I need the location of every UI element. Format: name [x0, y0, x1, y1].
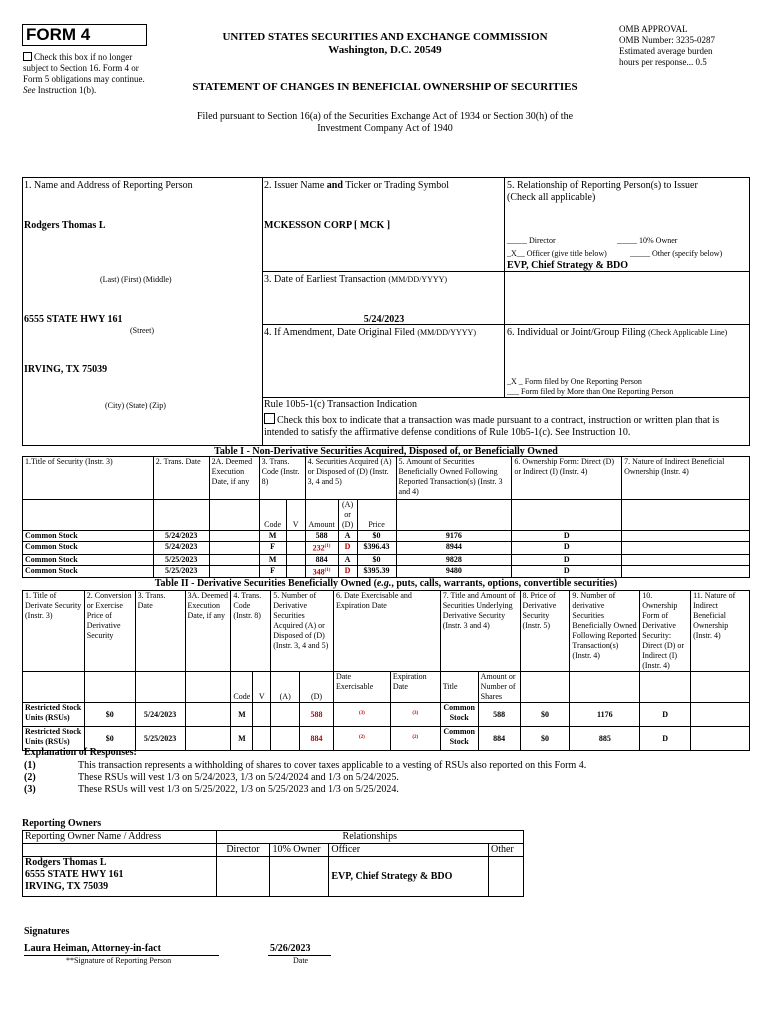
price: $396.43 — [357, 542, 396, 555]
t1-h7: 7. Nature of Indirect Beneficial Ownership (Instr. 4) — [622, 457, 750, 500]
t1-sub-price: Price — [357, 500, 396, 531]
t2-h7: 7. Title and Amount of Securities Underlying Derivative Security (Instr. 3 and 4) — [440, 591, 520, 672]
underlying-amount: 884 — [478, 727, 520, 751]
t2-h11: 11. Nature of Indirect Beneficial Ownership (Instr. 4) — [691, 591, 750, 672]
form-title: FORM 4 — [26, 25, 91, 44]
trans-code: F — [259, 542, 286, 555]
security-title: Common Stock — [23, 542, 154, 555]
nature-indirect — [691, 727, 750, 751]
footnote-ref: (2) — [358, 734, 365, 740]
t1-h2a: 2A. Deemed Execution Date, if any — [209, 457, 259, 500]
agency-name: UNITED STATES SECURITIES AND EXCHANGE COMMISSION — [222, 31, 548, 43]
t1-h1: 1.Title of Security (Instr. 3) — [23, 457, 154, 500]
footnote-ref: (3) — [358, 710, 365, 716]
conversion-price: $0 — [84, 703, 135, 727]
v-flag — [286, 565, 305, 578]
nature-indirect — [622, 531, 750, 542]
trans-code: M — [231, 727, 253, 751]
trans-date: 5/25/2023 — [153, 565, 209, 578]
explanation-text: These RSUs will vest 1/3 on 5/24/2023, 1/3 on 5/24/2024 and 1/3 on 5/24/2025. — [78, 772, 399, 783]
expiration-date — [390, 727, 440, 751]
v-flag — [253, 727, 271, 751]
security-title: Common Stock — [23, 554, 154, 565]
omb-approval: OMB APPROVAL OMB Number: 3235-0287 Estimated average burden hours per response... 0.5 — [619, 24, 715, 67]
street-label: (Street) — [130, 326, 154, 335]
t2-h9: 9. Number of derivative Securities Beneficially Owned Following Reported Transaction(s) (Instr. 4) — [570, 591, 640, 672]
t1-h3: 3. Trans. Code (Instr. 8) — [259, 457, 305, 500]
owners-h-ten: 10% Owner — [270, 844, 329, 857]
t1-sub-aord: (A) or (D) — [338, 500, 357, 531]
explanation-text: This transaction represents a withholding of shares to cover taxes applicable to a vesting of RSUs also reported on this Form 4. — [78, 760, 587, 771]
explanation-num: (3) — [24, 784, 36, 795]
t2-h4: 4. Trans. Code (Instr. 8) — [231, 591, 271, 672]
earliest-transaction-value: 5/24/2023 — [363, 314, 405, 325]
footnote-ref: (2) — [412, 734, 419, 740]
explanation-list — [24, 760, 744, 796]
director-line: _____ Director — [507, 236, 556, 245]
conversion-price: $0 — [84, 727, 135, 751]
owners-h-other: Other — [488, 844, 523, 857]
t2-sub-expiration: Expiration Date — [390, 672, 440, 703]
t1-h6: 6. Ownership Form: Direct (D) or Indirect (I) (Instr. 4) — [512, 457, 622, 500]
ownership-form: D — [512, 531, 622, 542]
explanation-text: These RSUs will vest 1/3 on 5/25/2022, 1/3 on 5/25/2023 and 1/3 on 5/25/2024. — [78, 784, 399, 795]
table2 — [22, 590, 750, 751]
reporting-person-name: Rodgers Thomas L — [24, 220, 106, 231]
name-address-label: 1. Name and Address of Reporting Person — [24, 180, 193, 191]
issuer-label: 2. Issuer Name and Ticker or Trading Symbol — [264, 180, 450, 191]
owned-following: 885 — [570, 727, 640, 751]
trans-code: F — [259, 565, 286, 578]
street-value: 6555 STATE HWY 161 — [24, 314, 123, 325]
t2-h1: 1. Title of Derivate Security (Instr. 3) — [23, 591, 85, 672]
price: $0 — [357, 554, 396, 565]
disposed-d: 588 — [300, 703, 334, 727]
expiration-date — [390, 703, 440, 727]
signature-label: **Signature of Reporting Person — [66, 956, 172, 965]
city-value: IRVING, TX 75039 — [24, 364, 108, 375]
t2-sub-title: Title — [440, 672, 478, 703]
table1-title: Table I - Non-Derivative Securities Acquired, Disposed of, or Beneficially Owned — [214, 446, 558, 457]
filing-more: ___ Form filed by More than One Reporting Person — [507, 387, 674, 396]
a-or-d: A — [338, 554, 357, 565]
filing-one: _X _ Form filed by One Reporting Person — [507, 377, 642, 386]
derivative-price: $0 — [520, 727, 570, 751]
t2-sub-v: V — [253, 672, 271, 703]
ownership-form: D — [512, 554, 622, 565]
t1-sub-code: Code — [259, 500, 286, 531]
nature-indirect — [622, 565, 750, 578]
officer-line: _X__ Officer (give title below) — [507, 249, 607, 258]
deemed-date — [209, 542, 259, 555]
disposed-d: 884 — [300, 727, 334, 751]
owners-h-director: Director — [216, 844, 270, 857]
price: $0 — [357, 531, 396, 542]
t2-sub-d: (D) — [300, 672, 334, 703]
ownership-form: D — [640, 727, 691, 751]
acquired-a — [271, 703, 300, 727]
t2-h5: 5. Number of Derivative Securities Acquired (A) or Disposed of (D) (Instr. 3, 4 and 5) — [271, 591, 334, 672]
t1-h2: 2. Trans. Date — [153, 457, 209, 500]
deemed-date — [185, 727, 231, 751]
trans-date: 5/24/2023 — [135, 703, 185, 727]
rule-text: Check this box to indicate that a transaction was made pursuant to a contract, instruction or written plan that is intended to satisfy the affirmative defense conditions of Rule 10b5-1(c). See Instruction 10. — [264, 415, 720, 438]
underlying-title: Common Stock — [440, 727, 478, 751]
other-line: _____ Other (specify below) — [630, 249, 723, 258]
owners-table — [22, 830, 524, 897]
deemed-date — [185, 703, 231, 727]
amount: 588 — [305, 531, 338, 542]
t2-sub-exercisable: Date Exercisable — [333, 672, 390, 703]
nature-indirect — [622, 542, 750, 555]
a-or-d: D — [338, 542, 357, 555]
a-or-d: D — [338, 565, 357, 578]
v-flag — [286, 531, 305, 542]
owned-following: 9176 — [396, 531, 512, 542]
signature-name: Laura Heiman, Attorney-in-fact — [24, 943, 161, 954]
t2-h2: 2. Conversion or Exercise Price of Derivative Security — [84, 591, 135, 672]
filed-pursuant: Filed pursuant to Section 16(a) of the Securities Exchange Act of 1934 or Section 30(h) of the Investment Company Act of 1940 — [196, 111, 574, 134]
trans-code: M — [259, 531, 286, 542]
ownership-form: D — [512, 542, 622, 555]
date-exercisable — [333, 727, 390, 751]
derivative-title: Restricted Stock Units (RSUs) — [23, 727, 85, 751]
trans-code: M — [259, 554, 286, 565]
deemed-date — [209, 531, 259, 542]
table-row — [23, 531, 750, 542]
officer-title: EVP, Chief Strategy & BDO — [507, 260, 629, 271]
derivative-title: Restricted Stock Units (RSUs) — [23, 703, 85, 727]
filing-label: 6. Individual or Joint/Group Filing (Check Applicable Line) — [507, 327, 728, 338]
explanation-item — [24, 784, 744, 796]
deemed-date — [209, 554, 259, 565]
name-parts-label: (Last) (First) (Middle) — [100, 275, 172, 284]
explanation-item — [24, 772, 744, 784]
table-row — [23, 542, 750, 555]
date-exercisable — [333, 703, 390, 727]
t1-sub-amount: Amount — [305, 500, 338, 531]
t2-h3: 3. Trans. Date — [135, 591, 185, 672]
signatures-title: Signatures — [24, 926, 70, 937]
table-row — [23, 554, 750, 565]
security-title: Common Stock — [23, 565, 154, 578]
section16-checkbox[interactable] — [23, 52, 32, 61]
trans-date: 5/25/2023 — [153, 554, 209, 565]
nature-indirect — [622, 554, 750, 565]
trans-date: 5/25/2023 — [135, 727, 185, 751]
t2-sub-a: (A) — [271, 672, 300, 703]
rule-title: Rule 10b5-1(c) Transaction Indication — [264, 399, 418, 410]
trans-date: 5/24/2023 — [153, 542, 209, 555]
t2-sub-code: Code — [231, 672, 253, 703]
owners-h-officer: Officer — [329, 844, 489, 857]
statement-title: STATEMENT OF CHANGES IN BENEFICIAL OWNERSHIP OF SECURITIES — [192, 81, 578, 93]
section16-checkbox-text: Check this box if no longer subject to Section 16. Form 4 or Form 5 obligations may continue. See Instruction 1(b). — [23, 52, 145, 95]
amount: 884 — [305, 554, 338, 565]
agency-city: Washington, D.C. 20549 — [328, 44, 442, 56]
owners-title: Reporting Owners — [22, 818, 102, 829]
amount: 232$^{(1)}$ — [305, 542, 338, 555]
t2-h6: 6. Date Exercisable and Expiration Date — [333, 591, 440, 672]
ownership-form: D — [512, 565, 622, 578]
owners-h-name: Reporting Owner Name / Address — [23, 831, 217, 844]
t2-h3a: 3A. Deemed Execution Date, if any — [185, 591, 231, 672]
footnote-ref: (1) — [324, 544, 331, 549]
t1-h5: 5. Amount of Securities Beneficially Owned Following Reported Transaction(s) (Instr. 3 and 4) — [396, 457, 512, 500]
trans-date: 5/24/2023 — [153, 531, 209, 542]
earliest-transaction-label: 3. Date of Earliest Transaction (MM/DD/YYYY) — [264, 274, 448, 285]
t1-h4: 4. Securities Acquired (A) or Disposed of (D) (Instr. 3, 4 and 5) — [305, 457, 396, 500]
rule-checkbox[interactable] — [264, 413, 275, 424]
t2-h8: 8. Price of Derivative Security (Instr. 5) — [520, 591, 570, 672]
derivative-price: $0 — [520, 703, 570, 727]
t2-h10: 10. Ownership Form of Derivative Security: Direct (D) or Indirect (I) (Instr. 4) — [640, 591, 691, 672]
ownership-form: D — [640, 703, 691, 727]
nature-indirect — [691, 703, 750, 727]
acquired-a — [271, 727, 300, 751]
a-or-d: A — [338, 531, 357, 542]
explanation-title: Explanation of Responses: — [24, 747, 137, 758]
underlying-title: Common Stock — [440, 703, 478, 727]
explanation-num: (1) — [24, 760, 36, 771]
owned-following: 1176 — [570, 703, 640, 727]
v-flag — [253, 703, 271, 727]
owned-following: 9828 — [396, 554, 512, 565]
city-label: (City) (State) (Zip) — [105, 401, 166, 410]
amendment-label: 4. If Amendment, Date Original Filed (MM/DD/YYYY) — [264, 327, 476, 338]
signature-date: 5/26/2023 — [270, 943, 311, 954]
ten-pct-line: _____ 10% Owner — [617, 236, 678, 245]
trans-code: M — [231, 703, 253, 727]
t2-sub-amount: Amount or Number of Shares — [478, 672, 520, 703]
footnote-ref: (1) — [324, 567, 331, 573]
price: $395.39 — [357, 565, 396, 578]
explanation-num: (2) — [24, 772, 36, 783]
signature-date-label: Date — [293, 956, 309, 965]
footnote-ref: (3) — [412, 710, 419, 716]
table1 — [22, 456, 750, 578]
deemed-date — [209, 565, 259, 578]
table-row — [23, 565, 750, 578]
v-flag — [286, 554, 305, 565]
owned-following: 8944 — [396, 542, 512, 555]
security-title: Common Stock — [23, 531, 154, 542]
explanation-item — [24, 760, 744, 772]
relationship-label: 5. Relationship of Reporting Person(s) to Issuer (Check all applicable) — [507, 180, 698, 203]
table2-title: Table II - Derivative Securities Beneficially Owned (e.g., puts, calls, warrants, options, convertible securities) — [154, 578, 618, 589]
amount: 348$^{(1)}$ — [305, 565, 338, 578]
table-row — [23, 703, 750, 727]
owned-following: 9480 — [396, 565, 512, 578]
issuer-value: MCKESSON CORP [ MCK ] — [264, 220, 391, 231]
owners-h-rel: Relationships — [216, 831, 523, 844]
underlying-amount: 588 — [478, 703, 520, 727]
owners-officer: EVP, Chief Strategy & BDO — [329, 857, 489, 897]
owners-address: Rodgers Thomas L 6555 STATE HWY 161 IRVING, TX 75039 — [23, 857, 217, 897]
v-flag — [286, 542, 305, 555]
t1-sub-v: V — [286, 500, 305, 531]
